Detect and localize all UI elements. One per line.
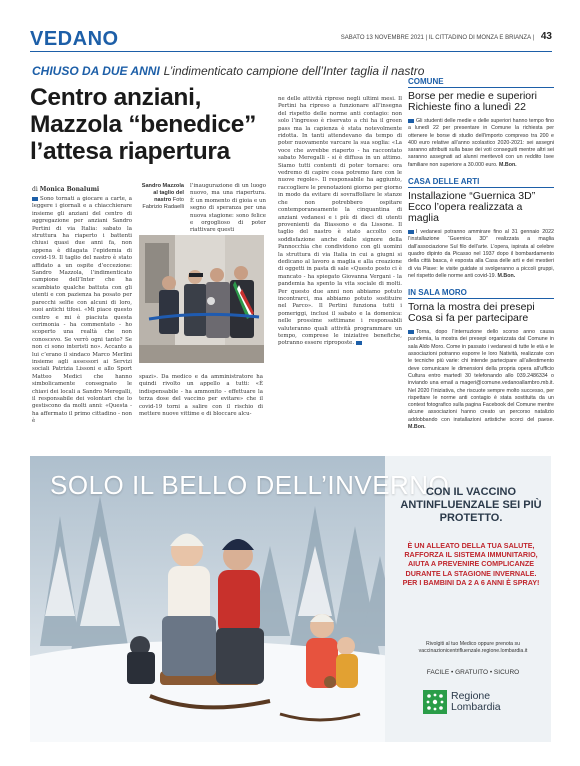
article-column-3 [278, 96, 402, 350]
regione-lombardia-logo [423, 687, 533, 717]
byline-prefix: di [32, 186, 38, 193]
sidebar-sign: M.Bon. [497, 272, 516, 279]
sidebar-head: COMUNE [408, 77, 554, 88]
bullet-square-icon [408, 230, 414, 234]
article-headline: Centro anziani, Mazzola “benedice” l’attesa riapertura [30, 84, 257, 165]
article-column-1 [32, 196, 132, 428]
ad-headline: SOLO IL BELLO DELL’INVERNO [50, 470, 450, 500]
sidebar-item-casa-delle-arti [408, 177, 554, 280]
article-kicker [32, 64, 425, 78]
logo-line-1: Regione [451, 690, 491, 702]
end-square-icon [356, 341, 362, 345]
ribbon-cutting-photo [139, 235, 264, 363]
bullet-square-icon [408, 330, 414, 334]
paragraph-text: Sono tornati a giocare a carte, a leggere i giornali e a chiacchierare insieme gli anziani del centro di aggregazione per anziani Sandro Pertini di via Italia: sabato la struttura ha riaperto i battenti chiusi quasi due anni fa, non appena è dilagata l’epidemia di covid-19. Il taglio del nastro è stato affidato a un ospite d’eccezione: Sandro Mazzola, l’indimenticato campione dell’Inter che ha scambiato qualche battuta con gli utenti e con pazienza ha posato per parecchi selfie con alcuni di loro, suoi antichi tifosi. «Mi piace questo centro e mi è piaciuta questa cerimonia - ha commentato - ho scoperto una realtà che non conoscevo. Se verrò ogni tanto? Se non ci sono interisti no». Accanto a lui c’erano il sindaco Marco Merlini insieme agli assessori ai Servizi sociali Patrizia Lissoni e allo Sport Matteo Medici che hanno simbolicamente consegnato le chiavi dei locali a Sandro Meregalli, il responsabile dei volontari che lo gestiscono da molti anni: «Questa - ha affermato il primo cittadino - non è [32, 196, 132, 425]
page-header [30, 26, 552, 52]
page-number: 43 [540, 31, 552, 42]
byline [32, 186, 99, 193]
sidebar-item-sala-moro [408, 288, 554, 431]
paragraph-text: spazi». Da medico e da amministratore ha quindi rivolto un appello a tutti: «È indispensabile - ha ammonito - effettuare la terza dose del vaccino per evitare» che il covid-19 torni a salire con il rischio di mettere nuove vittime e di bloccare alcu- [139, 374, 263, 418]
ad-tags: FACILE • GRATUITO • SICURO [426, 669, 520, 676]
logo-text [451, 691, 501, 713]
caption-credit: Foto Fabrizio Radaelli [142, 197, 184, 210]
article-photo [139, 235, 264, 363]
ad-benefits: È UN ALLEATO DELLA TUA SALUTE, RAFFORZA IL SISTEMA IMMUNITARIO, AIUTA A PREVENIRE COMPLICANZE DURANTE LA STAGIONE INVERNALE. PER I BAMBINI DA 2 A 6 ANNI È SPRAY! [402, 541, 540, 587]
ad-subheadline: CON IL VACCINO ANTINFLUENZALE SEI PIÙ PROTETTO. [400, 486, 542, 524]
byline-author: Monica Bonalumi [39, 186, 100, 193]
sidebar-sign: M.Bon. [499, 161, 517, 168]
news-sidebar [408, 77, 554, 431]
photo-caption [140, 183, 184, 211]
sidebar-title: Borse per medie e superiori Richieste fino a lunedì 22 [408, 90, 537, 113]
sidebar-title: Torna la mostra dei presepi Cosa si fa per partecipare [408, 301, 535, 325]
kicker-text: L’indimenticato campione dell’Inter taglia il nastro [163, 64, 425, 78]
article-column-2-continued [139, 374, 263, 418]
sidebar-title: Installazione “Guernica 3D” Ecco l’opera realizzata a maglia [408, 190, 536, 225]
vaccine-advertisement [30, 456, 551, 742]
paragraph [32, 196, 132, 426]
ad-message [396, 486, 546, 591]
paragraph-text: l’inaugurazione di un luogo nuovo, ma una riapertura. È un momento di gioia e un segno di speranza per una nuova stagione: sono felice e orgoglioso di poter riattivare questi [190, 183, 266, 234]
article-column-2 [190, 183, 266, 235]
bullet-square-icon [32, 197, 38, 201]
header-info: SABATO 13 NOVEMBRE 2021 | IL CITTADINO DI MONZA E BRIANZA | [340, 35, 534, 41]
kicker-highlight: CHIUSO DA DUE ANNI [32, 64, 160, 78]
sidebar-text: I vedanesi potranno ammirare fino al 31 gennaio 2022 l’installazione “Guernica 3D” realizzata a maglia dall’associazione Sul filo dell’arte. L’opera, ispirata al celebre quadro dipinto da Picasso nel 1937 dopo il bombardamento della città basca, è esposta alla Casa delle arti e dei mestieri di via Piave: le visite guidate si svolgeranno a piccoli gruppi, nel rispetto delle norme anti covid-19. M.Bon. [408, 229, 554, 279]
caption-bold: Sandro Mazzola al taglio del nastro [141, 183, 184, 203]
sidebar-sign: M.Bon. [408, 424, 426, 431]
sidebar-head: CASA DELLE ARTI [408, 177, 554, 188]
bullet-square-icon [408, 119, 414, 123]
sidebar-item-comune [408, 77, 554, 169]
rosa-camuna-icon [423, 690, 447, 714]
sidebar-text: Gli studenti delle medie e delle superiori hanno tempo fino a lunedì 22 per presentare in Comune la richiesta per ottenere le borse di studio dell’importo compreso tra 200 e 400 euro relative all’anno scolastico 2020-2021: sei assegni saranno attribuiti sulla base dei voti conseguiti mentre altri sei saranno assegnati ad alunni meritevoli con un reddito Isee familiare non superiore a 30.000 euro. M.Bon. [408, 118, 554, 168]
section-name: VEDANO [30, 28, 119, 50]
paragraph-text: ne delle attività riprese negli ultimi mesi. Il Pertini ha ripreso a funzionare all’insegna del rispetto delle norme anti contagio: non solo l’ingresso è riservato a chi ha il green pass ma la capienza è stata notevolmente ridotta. In tanti attendevano da tempo di poter nuovamente varcare la sua soglia: «La voce che avrebbe riaperto - ha raccontato sabato Meregalli - si è diffusa in un attimo. Siamo tutti contenti di poter tornare: ora vedremo di capire cosa potremo fare con le nuove regole». Il responsabile ha aggiunto, raccogliere le prenotazioni giorno per giorno in modo da evitare di sovraffollare le stanze che non potrebbero ospitare contemporaneamente la cinquantina di anziani vedanesi e i più di dieci di utenti provenienti da Biassono e da Lissone. Il taglio del nastro è stato accolto con soddisfazione anche dalle signore della Pannocchia che condividono con gli uomini la struttura di via Italia in cui a giugni si dedicano al lavoro a maglia e alla creazione di oggetti in pasta di sale «Questo posto ci è mancato - ha spiegato Giovanna Vergani - la pandemia ha spento la vita sociale di molti. Per questo due anni non abbiamo potuto incontrarci, ma abbiamo potuto sostituire nel Parco». Il Pertini funziona tutti i pomeriggi, inclusi il sabato e la domenica: nelle prossime settimane i responsabili valuteranno quali attività programmare un tempo, comprese le iniziative benefiche, potranno essere riproposte. [278, 96, 402, 347]
ad-booking-text: Rivolgiti al tuo Medico oppure prenota su vaccinazionicentrifluenzale.regione.lombardia.it [418, 641, 528, 654]
logo-line-2: Lombardia [451, 701, 501, 713]
sidebar-text: Torna, dopo l’interruzione dello scorso anno causa pandemia, la mostra dei presepi organizzata dal Comune in sala Aldo Moro. Come in passato i vedanesi di tutte le età e le associazioni potranno esporre le loro Natività, realizzate con le tecniche più varie: chi intende partecipare all’allestimento deve comunicare le dimensioni della propria opera all’ufficio Cultura entro martedì 30 telefonando allo 039.2486334 o inviando una email a mageri@comune.vedanoallambro.mb.it. Nel 2020 l’iniziativa, che riscuote sempre molto successo, per rispettare le norme anti contagio è stata sostituita da un contest fotografico sulla pagina Facebook del Comune mentre alcune associazioni hanno creato un percorso natalizio addobbando con installazioni artistiche scorci del paese. M.Bon. [408, 329, 554, 431]
sidebar-head: IN SALA MORO [408, 288, 554, 299]
